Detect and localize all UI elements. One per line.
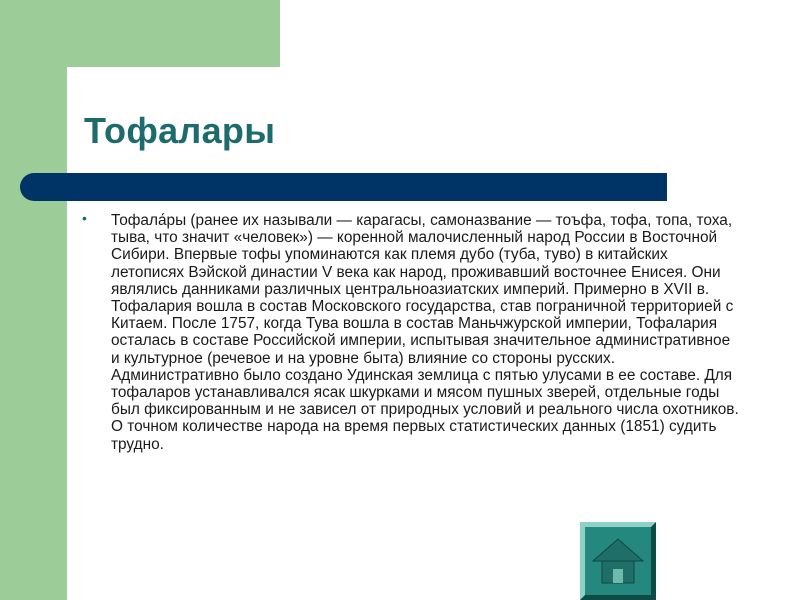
- slide-title: Тофалары: [84, 110, 276, 151]
- bullet-icon: •: [82, 210, 87, 226]
- background-band-top: [67, 0, 280, 67]
- home-button[interactable]: [580, 522, 656, 600]
- home-icon: [585, 527, 651, 595]
- title-divider-bar: [20, 173, 667, 201]
- background-band-left: [0, 0, 67, 600]
- slide-body-text: Тофала́ры (ранее их называли — карагасы, самоназвание — тоъфа, тофа, топа, тоха, тыва, что значит «человек») — коренной малочисленный народ России в Восточной Сибири. Впервые тофы упоминаются как племя дубо (туба, туво) в китайских летописях Вэйской династии V века как народ, проживавший восточнее Енисея. Они являлись данниками различных центральноазиатских империй. Примерно в XVII в. Тофалария вошла в состав Московского государства, став пограничной территорией с Китаем. После 1757, когда Тува вошла в состав Маньчжурской империи, Тофалария осталась в составе Российской империи, испытывая значительное административное и культурное (речевое и на уровне быта) влияние со стороны русских. Административно было создано Удинская землица с пятью улусами в ее составе. Для тофаларов устанавливался ясак шкурками и мясом пушных зверей, отдельные годы был фиксированным и не зависел от природных условий и реального числа охотников. О точном количестве народа на время первых статистических данных (1851) судить трудно.: [111, 212, 739, 453]
